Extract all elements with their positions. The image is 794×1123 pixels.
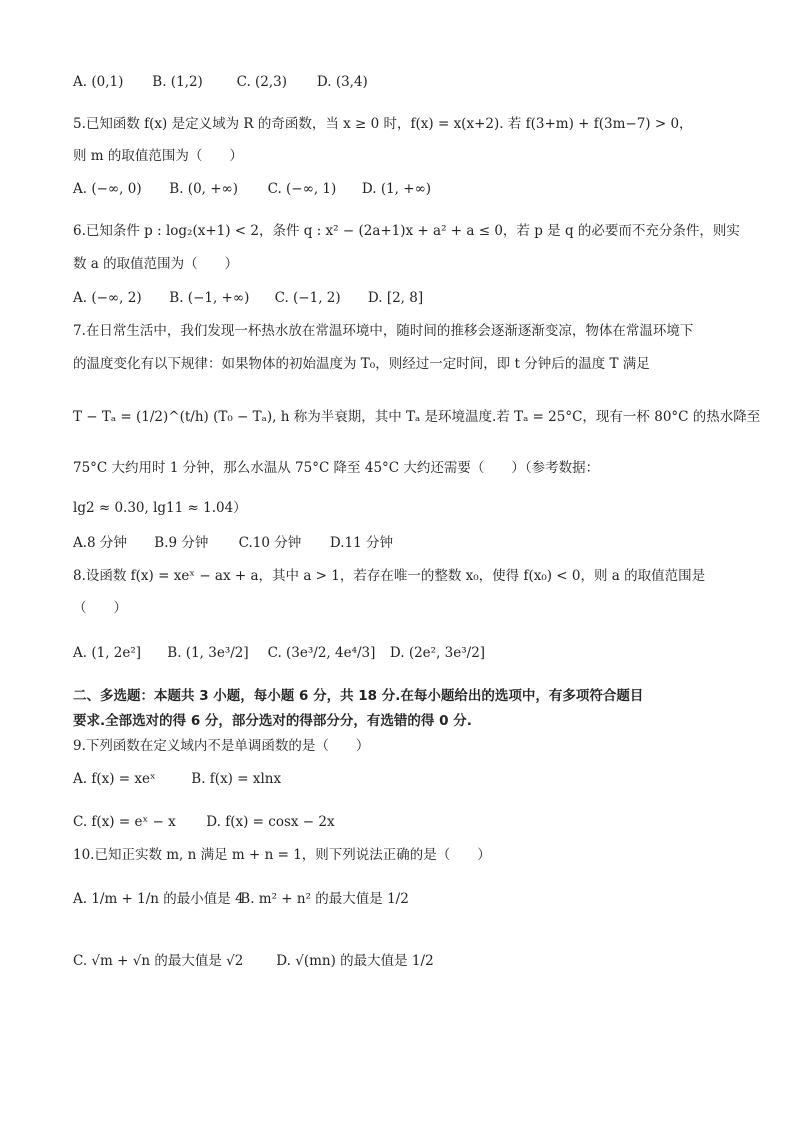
q4-option-b: B. (1,2) xyxy=(152,74,203,90)
q7-formula-line: T − Tₐ = (1/2)^(t/h) (T₀ − Tₐ), h 称为半衰期，其中 Tₐ 是环境温度.若 Tₐ = 25°C，现有一杯 80°C 的热水降至 xyxy=(73,409,761,425)
q10-options-row2 xyxy=(73,951,434,971)
q10-options-row1 xyxy=(73,889,409,909)
q5-options xyxy=(73,179,431,199)
q7-reference-data: lg2 ≈ 0.30, lg11 ≈ 1.04） xyxy=(73,500,247,516)
q6-option-b: B. (−1, +∞) xyxy=(169,290,250,306)
q5-option-d: D. (1, +∞) xyxy=(361,181,432,197)
q5-stem-line1: 5.已知函数 f(x) 是定义域为 R 的奇函数，当 x ≥ 0 时，f(x) = x(x+2). 若 f(3+m) + f(3m−7) > 0， xyxy=(73,116,693,132)
section2-heading-line2: 要求.全部选对的得 6 分，部分选对的得部分分，有选错的得 0 分. xyxy=(73,713,472,729)
q5-option-b: B. (0, +∞) xyxy=(169,181,239,197)
q8-option-d: D. (2e², 3e³/2] xyxy=(389,645,486,661)
q7-stem-line4: 75°C 大约用时 1 分钟，那么水温从 75°C 降至 45°C 大约还需要（ ）（参考数据： xyxy=(73,460,600,476)
q10-stem: 10.已知正实数 m, n 满足 m + n = 1，则下列说法正确的是（ ） xyxy=(73,847,491,863)
q8-options xyxy=(73,643,485,663)
q4-option-c: C. (2,3) xyxy=(236,74,288,90)
q8-option-c: C. (3e³/2, 4e⁴/3] xyxy=(267,645,376,661)
q10-option-d: D. √(mn) 的最大值是 1/2 xyxy=(276,953,434,969)
q4-option-a: A. (0,1) xyxy=(73,74,124,90)
q9-options-row1 xyxy=(73,769,281,789)
q4-option-d: D. (3,4) xyxy=(316,74,368,90)
q6-options xyxy=(73,288,423,308)
q7-option-d: D.11 分钟 xyxy=(329,535,393,551)
q8-stem-line2: （ ） xyxy=(73,600,127,616)
q6-stem-line2: 数 a 的取值范围为（ ） xyxy=(73,256,239,272)
q10-option-c: C. √m + √n 的最大值是 √2 xyxy=(73,953,244,969)
q7-options xyxy=(73,533,393,553)
q5-option-c: C. (−∞, 1) xyxy=(267,181,337,197)
q7-stem-line1: 7.在日常生活中，我们发现一杯热水放在常温环境中，随时间的推移会逐渐逐渐变凉，物体在常温环境下 xyxy=(73,323,694,339)
q5-stem-line2: 则 m 的取值范围为（ ） xyxy=(73,148,243,164)
q6-option-c: C. (−1, 2) xyxy=(274,290,341,306)
q9-options-row2 xyxy=(73,812,335,832)
q5-option-a: A. (−∞, 0) xyxy=(73,181,142,197)
q6-stem-line1: 6.已知条件 p : log₂(x+1) < 2，条件 q : x² − (2a+1)x + a² + a ≤ 0，若 p 是 q 的必要而不充分条件，则实 xyxy=(73,223,740,239)
q6-option-a: A. (−∞, 2) xyxy=(73,290,142,306)
q9-option-d: D. f(x) = cosx − 2x xyxy=(206,814,335,830)
q9-option-a: A. f(x) = xeˣ xyxy=(73,771,156,787)
q7-option-c: C.10 分钟 xyxy=(238,535,302,551)
q8-option-a: A. (1, 2e²] xyxy=(73,645,142,661)
q6-option-d: D. [2, 8] xyxy=(367,290,424,306)
q8-option-b: B. (1, 3e³/2] xyxy=(167,645,249,661)
q8-stem-line1: 8.设函数 f(x) = xeˣ − ax + a，其中 a > 1，若存在唯一的整数 x₀，使得 f(x₀) < 0，则 a 的取值范围是 xyxy=(73,568,706,584)
section2-heading-line1: 二、多选题：本题共 3 小题，每小题 6 分，共 18 分.在每小题给出的选项中，有多项符合题目 xyxy=(73,688,644,704)
q9-option-b: B. f(x) = xlnx xyxy=(191,771,282,787)
q10-option-a: A. 1/m + 1/n 的最小值是 4 xyxy=(73,891,244,907)
q7-option-b: B.9 分钟 xyxy=(154,535,209,551)
q10-option-b: B. m² + n² 的最大值是 1/2 xyxy=(240,891,409,907)
q9-stem: 9.下列函数在定义域内不是单调函数的是（ ） xyxy=(73,738,370,754)
q9-option-c: C. f(x) = eˣ − x xyxy=(73,814,176,830)
q7-stem-line2: 的温度变化有以下规律：如果物体的初始温度为 T₀，则经过一定时间，即 t 分钟后的温度 T 满足 xyxy=(73,356,650,372)
q4-options xyxy=(73,72,368,92)
q7-option-a: A.8 分钟 xyxy=(73,535,127,551)
